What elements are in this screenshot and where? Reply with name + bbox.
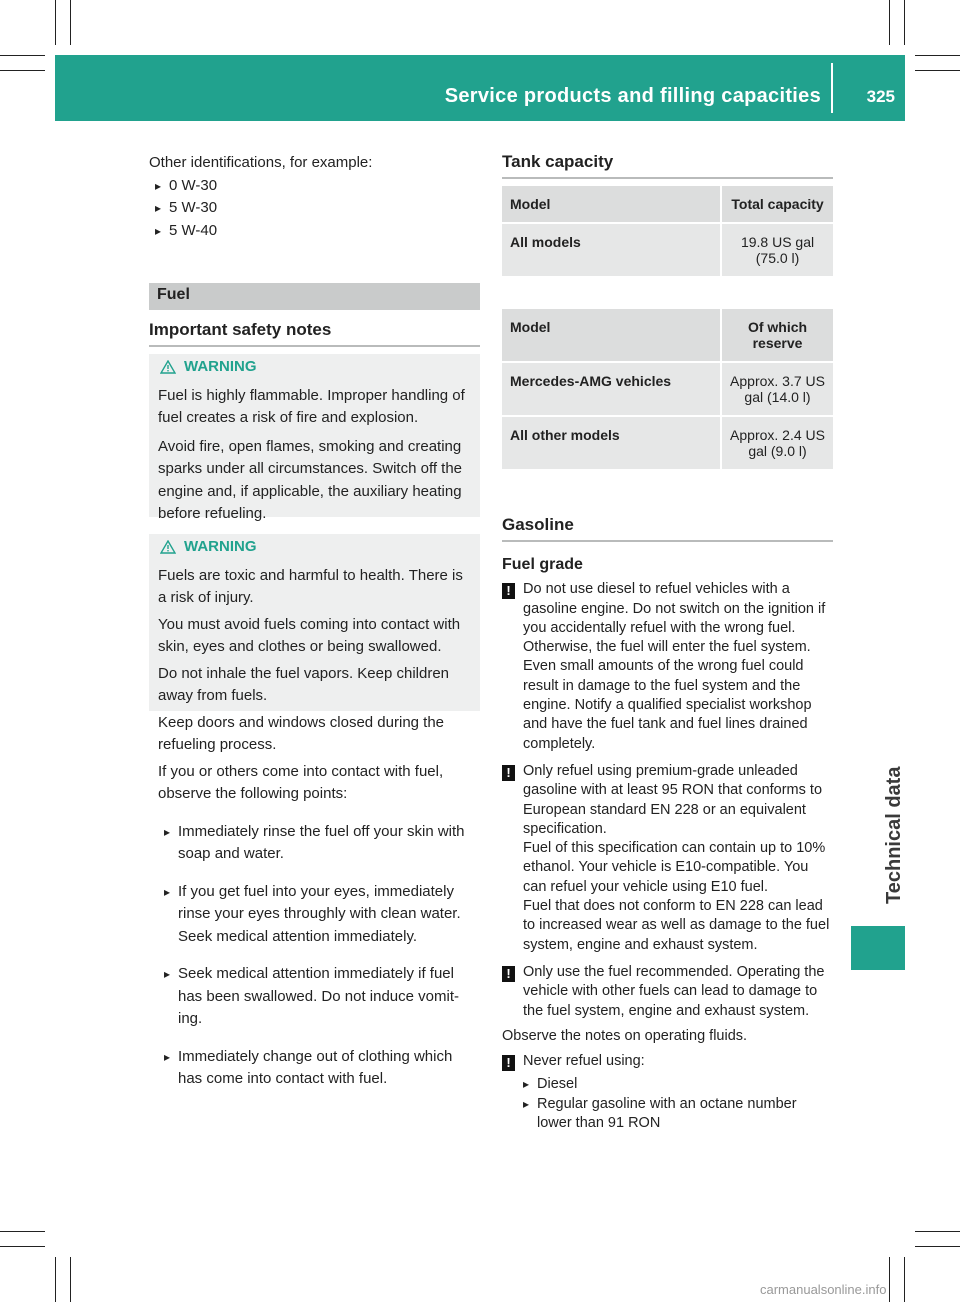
table-cell: All models [502,224,722,276]
table-cell: All other models [502,417,722,469]
observe-text: Observe the notes on operating fluids. [502,1027,748,1044]
warning-text: You must avoid fuels coming into contact with skin, eyes and clothes or being swallowed. [158,615,461,655]
gasoline-content [502,555,833,1133]
column-header: Of which reserve [722,309,833,363]
crop-mark [0,55,45,56]
column-header: Model [502,186,722,224]
warning-text: Fuel is highly flammable. Improper handling of fuel creates a risk of fire and explosion. [158,386,465,426]
table-cell: Mercedes-AMG vehicles [502,363,722,417]
warning-text: If you or others come into contact with fuel, observe the following points: [158,762,444,802]
table-row [502,224,833,276]
notice-item [502,580,833,754]
warning-text: Do not inhale the fuel vapors. Keep children away from fuels. [158,664,450,704]
warning-title: WARNING [184,358,257,375]
notice-icon: ! [502,1055,515,1071]
notice-text: Fuel of this specification can contain up to 10% ethanol. Your vehicle is E10-compatible. You can refuel your vehicle using E10 fuel. [523,840,826,895]
table-row [502,363,833,417]
crop-mark [904,1257,905,1302]
notice-item [502,963,833,1021]
notice-text: Do not use diesel to refuel vehicles with a gasoline engine. Do not switch on the ignition if you accidentally refuel with the wrong fuel. Otherwise, the fuel will enter the fuel system. Even small amounts of the wrong fuel could result in damage to the fuel system and the engine. Notify a qualified specialist workshop and have the fuel tank and fuel lines drained completely. [523,581,826,752]
page-number: 325 [866,87,895,106]
warning-box-2 [149,534,480,1087]
list-item: ▸ 0 W-30 [155,175,479,198]
table-cell: Approx. 2.4 US gal (9.0 l) [722,417,833,469]
crop-mark [70,1257,71,1302]
divider [502,540,833,542]
crop-mark [904,0,905,45]
crop-mark [889,0,890,45]
notice-text: Only refuel using premium-grade unleaded gasoline with at least 95 RON that conforms to European standard EN 228 or an equivalent specification. [523,762,823,837]
crop-mark [889,1257,890,1302]
list-item: ▸ Immediately change out of clothing which has come into contact with fuel. [164,1046,471,1091]
subhead-safety: Important safety notes [149,320,332,339]
column-header: Total capacity [722,186,833,224]
crop-mark [55,0,56,45]
warning-text: Fuels are toxic and harmful to health. There is a risk of injury. [158,566,463,606]
list-item: ▸ Seek medical attention immediately if fuel has been swallowed. Do not induce vomiting. [164,963,471,1031]
crop-mark [0,1231,45,1232]
notice-item [502,1052,833,1133]
list-item: ▸ If you get fuel into your eyes, immediately rinse your eyes throughly with clean water. Seek medical attention immediately. [164,881,471,949]
page-header [55,55,905,121]
crop-mark [0,70,45,71]
notice-text: Fuel that does not conform to EN 228 can lead to increased wear as well as damage to the fuel system, engine and exhaust system. [523,898,830,953]
warning-triangle-icon [160,360,176,374]
warning-box-1 [149,354,480,522]
table-row [502,417,833,469]
left-intro [149,152,479,242]
tank-capacity-title: Tank capacity [502,152,614,171]
crop-mark [915,70,960,71]
section-title: Fuel [157,286,190,303]
header-title: Service products and filling capacities [444,85,821,107]
side-tab-label: Technical data [883,766,905,904]
warning-title: WARNING [184,538,257,555]
table-cell: 19.8 US gal (75.0 l) [722,224,833,276]
notice-item [502,762,833,955]
divider [502,177,833,179]
list-item: ▸ 5 W-40 [155,220,479,243]
notice-text: Never refuel using: [523,1053,645,1070]
header-divider [831,63,833,113]
intro-text: Other identifications, for example: [149,154,373,171]
divider [149,345,480,347]
fuel-grade-heading: Fuel grade [502,556,583,573]
list-item: ▸ Immediately rinse the fuel off your skin with soap and water. [164,821,471,866]
warning-text: Avoid fire, open flames, smoking and creating sparks under all circumstances. Switch off the engine and, if applicable, the auxiliary heating before refueling. [158,437,463,522]
notice-icon: ! [502,765,515,781]
table-header-row [502,186,833,224]
warning-heading [160,536,471,559]
table-header-row [502,309,833,363]
list-item: ▸ Diesel [523,1075,833,1094]
notice-text: Only use the fuel recommended. Operating the vehicle with other fuels can lead to damage to the fuel system, engine and exhaust system. [523,963,825,1019]
warning-heading [160,356,471,379]
gasoline-title: Gasoline [502,515,574,534]
notice-icon: ! [502,966,515,982]
warning-triangle-icon [160,540,176,554]
crop-mark [70,0,71,45]
warning-text: Keep doors and windows closed during the refueling process. [158,713,445,753]
list-item: ▸ Regular gasoline with an octane number lower than 91 RON [523,1095,833,1134]
crop-mark [915,1231,960,1232]
list-item: ▸ 5 W-30 [155,197,479,220]
side-tab-marker [851,926,905,970]
section-bar-fuel [149,283,480,310]
crop-mark [0,1246,45,1247]
crop-mark [55,1257,56,1302]
tank-table [502,186,833,276]
reserve-table [502,309,833,469]
column-header: Model [502,309,722,363]
watermark: carmanualsonline.info [760,1282,887,1297]
crop-mark [915,1246,960,1247]
table-cell: Approx. 3.7 US gal (14.0 l) [722,363,833,417]
crop-mark [915,55,960,56]
notice-icon: ! [502,583,515,599]
